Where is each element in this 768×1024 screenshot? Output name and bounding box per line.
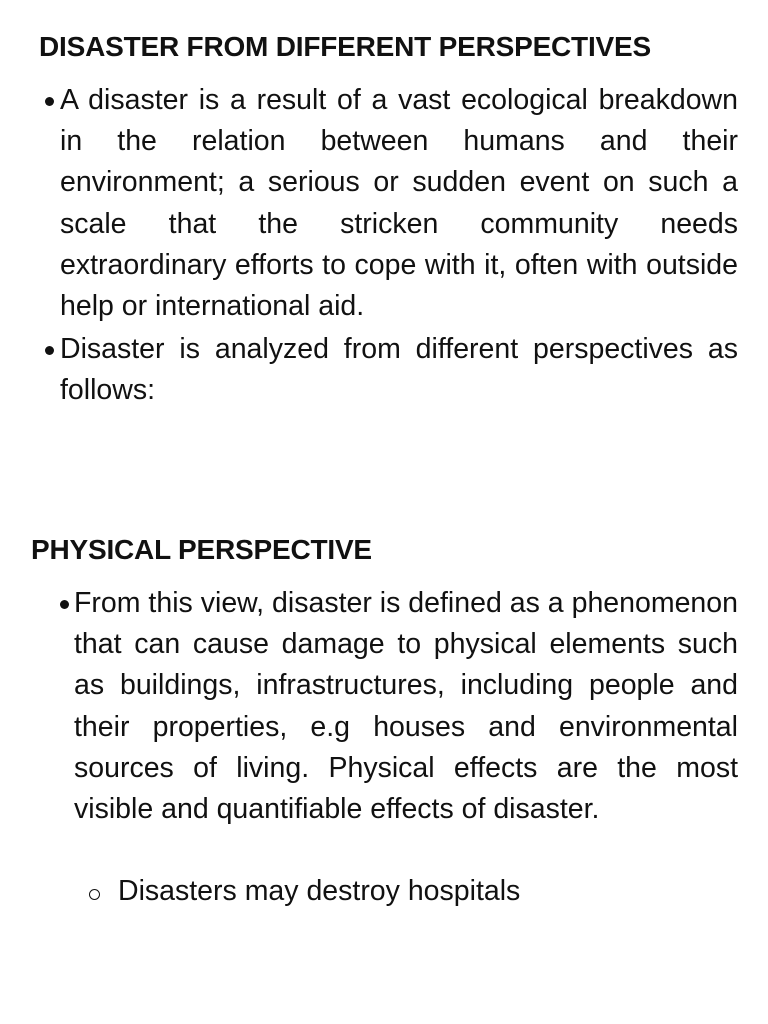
- sub-bullet-item-hospitals: [118, 871, 738, 912]
- section-heading-physical-perspective: PHYSICAL PERSPECTIVE: [31, 534, 372, 565]
- bullet-dot-icon: [42, 80, 62, 121]
- bullet-item-physical-definition: [74, 583, 738, 830]
- bullet-text: A disaster is a result of a vast ecological breakdown in the relation between humans and their environment; a serious or sudden event on such a scale that the stricken community needs extraordinary efforts to cope with it, often with outside help or international aid.: [60, 84, 738, 323]
- bullet-dot-icon: [42, 329, 62, 370]
- bullet-item-perspectives-intro: [60, 329, 738, 411]
- bullet-dot-icon: [57, 583, 77, 624]
- hollow-circle-bullet-icon: [89, 889, 100, 900]
- bullet-text: Disaster is analyzed from different perspectives as follows:: [60, 333, 738, 407]
- page-title: DISASTER FROM DIFFERENT PERSPECTIVES: [39, 31, 651, 62]
- bullet-text: From this view, disaster is defined as a phenomenon that can cause damage to physical elements such as buildings, infrastructures, including people and their properties, e.g houses and environmental sources of living. Physical effects are the most visible and quantifiable effects of disaster.: [74, 587, 738, 826]
- sub-bullet-text: Disasters may destroy hospitals: [118, 875, 521, 907]
- bullet-item-disaster-definition: [60, 80, 738, 327]
